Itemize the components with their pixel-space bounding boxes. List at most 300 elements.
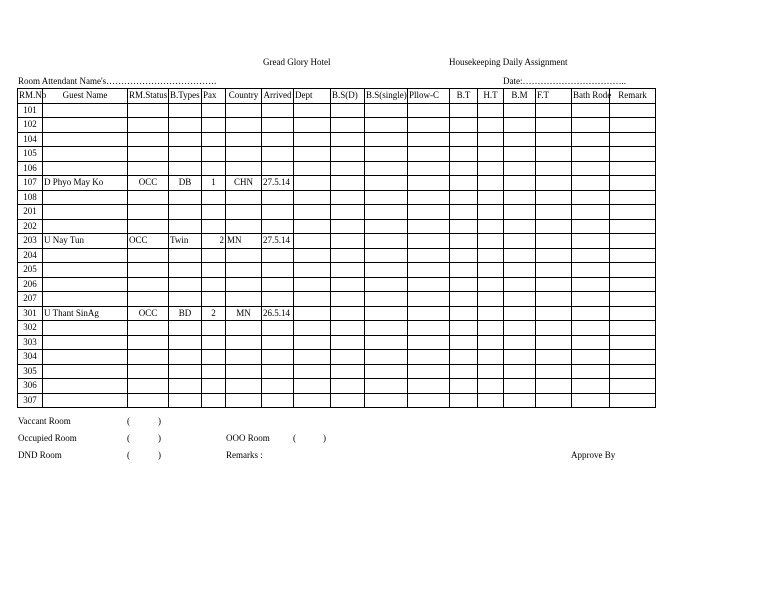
cell-country (226, 335, 262, 350)
column-header: B.S(D) (331, 89, 365, 104)
cell-btype (169, 379, 202, 394)
cell-empty (408, 103, 450, 118)
cell-empty (331, 248, 365, 263)
cell-empty (331, 132, 365, 147)
column-header: RM.Status (128, 89, 169, 104)
cell-status (128, 335, 169, 350)
dnd-paren-close: ) (158, 450, 161, 460)
cell-empty (478, 219, 504, 234)
cell-empty (536, 364, 572, 379)
cell-country (226, 190, 262, 205)
cell-country (226, 248, 262, 263)
cell-empty (504, 350, 536, 365)
cell-empty (365, 335, 408, 350)
cell-status (128, 190, 169, 205)
cell-empty (572, 219, 610, 234)
cell-empty (450, 118, 478, 133)
table-row (18, 219, 656, 234)
cell-country (226, 118, 262, 133)
table-row (18, 292, 656, 307)
cell-pax: 2 (202, 306, 226, 321)
column-header: Bath Rode (572, 89, 610, 104)
cell-empty (572, 393, 610, 408)
cell-arrived (262, 393, 294, 408)
cell-room: 207 (18, 292, 43, 307)
cell-empty (331, 219, 365, 234)
cell-empty (294, 219, 331, 234)
column-header: H.T (478, 89, 504, 104)
cell-empty (478, 118, 504, 133)
cell-empty (408, 132, 450, 147)
cell-empty (294, 234, 331, 249)
cell-guest (43, 161, 128, 176)
cell-empty (294, 103, 331, 118)
cell-pax (202, 190, 226, 205)
cell-pax (202, 248, 226, 263)
cell-empty (450, 263, 478, 278)
cell-empty (572, 118, 610, 133)
cell-empty (504, 335, 536, 350)
cell-empty (450, 292, 478, 307)
cell-empty (450, 306, 478, 321)
cell-guest (43, 205, 128, 220)
cell-room: 106 (18, 161, 43, 176)
cell-empty (294, 350, 331, 365)
cell-status (128, 132, 169, 147)
cell-empty (331, 364, 365, 379)
cell-empty (331, 292, 365, 307)
cell-room: 303 (18, 335, 43, 350)
cell-room: 101 (18, 103, 43, 118)
cell-empty (408, 364, 450, 379)
column-header: Country (226, 89, 262, 104)
cell-empty (572, 379, 610, 394)
cell-empty (610, 176, 656, 191)
cell-btype (169, 321, 202, 336)
cell-country: MN (226, 234, 262, 249)
cell-empty (408, 292, 450, 307)
cell-empty (536, 132, 572, 147)
cell-status (128, 219, 169, 234)
cell-pax (202, 118, 226, 133)
cell-empty (610, 306, 656, 321)
cell-empty (450, 379, 478, 394)
cell-empty (572, 321, 610, 336)
column-header: B.M (504, 89, 536, 104)
cell-empty (478, 190, 504, 205)
cell-room: 204 (18, 248, 43, 263)
table-row (18, 393, 656, 408)
cell-arrived (262, 147, 294, 162)
cell-empty (365, 132, 408, 147)
cell-room: 302 (18, 321, 43, 336)
cell-empty (504, 248, 536, 263)
column-header: F.T (536, 89, 572, 104)
cell-arrived (262, 335, 294, 350)
cell-empty (610, 350, 656, 365)
cell-empty (610, 393, 656, 408)
cell-empty (294, 118, 331, 133)
cell-empty (450, 132, 478, 147)
cell-arrived (262, 205, 294, 220)
cell-empty (331, 379, 365, 394)
cell-empty (294, 335, 331, 350)
cell-guest (43, 248, 128, 263)
cell-empty (331, 350, 365, 365)
cell-empty (572, 306, 610, 321)
cell-room: 201 (18, 205, 43, 220)
cell-btype (169, 147, 202, 162)
cell-guest (43, 277, 128, 292)
cell-empty (610, 248, 656, 263)
cell-btype (169, 263, 202, 278)
table-row (18, 350, 656, 365)
cell-empty (536, 161, 572, 176)
cell-empty (610, 292, 656, 307)
cell-empty (478, 335, 504, 350)
cell-empty (365, 147, 408, 162)
cell-empty (450, 234, 478, 249)
cell-empty (536, 248, 572, 263)
cell-empty (572, 335, 610, 350)
column-header: Remark (610, 89, 656, 104)
cell-empty (478, 321, 504, 336)
cell-empty (572, 176, 610, 191)
cell-empty (504, 103, 536, 118)
cell-empty (478, 364, 504, 379)
cell-empty (408, 176, 450, 191)
cell-empty (408, 219, 450, 234)
column-header: B.T (450, 89, 478, 104)
attendant-name-label: Room Attendant Name's………………………………. (18, 76, 217, 86)
cell-status (128, 118, 169, 133)
cell-empty (331, 176, 365, 191)
cell-empty (504, 161, 536, 176)
cell-empty (408, 147, 450, 162)
cell-pax (202, 147, 226, 162)
cell-empty (450, 277, 478, 292)
cell-empty (365, 277, 408, 292)
cell-empty (536, 103, 572, 118)
cell-arrived (262, 321, 294, 336)
cell-empty (408, 321, 450, 336)
cell-empty (536, 263, 572, 278)
cell-empty (365, 176, 408, 191)
table-row (18, 147, 656, 162)
cell-country (226, 277, 262, 292)
cell-btype: BD (169, 306, 202, 321)
cell-guest (43, 263, 128, 278)
cell-status (128, 103, 169, 118)
cell-empty (504, 364, 536, 379)
cell-country (226, 321, 262, 336)
column-header: Guest Name (43, 89, 128, 104)
cell-empty (536, 350, 572, 365)
cell-empty (504, 147, 536, 162)
cell-status (128, 277, 169, 292)
cell-guest (43, 364, 128, 379)
cell-empty (450, 190, 478, 205)
column-header: RM.No (18, 89, 43, 104)
cell-country (226, 219, 262, 234)
approve-by-label: Approve By (571, 450, 616, 460)
cell-empty (536, 118, 572, 133)
cell-guest (43, 335, 128, 350)
cell-empty (408, 335, 450, 350)
cell-empty (536, 176, 572, 191)
cell-empty (408, 161, 450, 176)
cell-empty (408, 205, 450, 220)
cell-empty (365, 393, 408, 408)
cell-empty (365, 205, 408, 220)
cell-guest (43, 147, 128, 162)
cell-pax (202, 161, 226, 176)
cell-arrived: 27.5.14 (262, 176, 294, 191)
cell-empty (478, 277, 504, 292)
cell-empty (536, 205, 572, 220)
cell-empty (331, 205, 365, 220)
occupied-paren-close: ) (158, 433, 161, 443)
cell-empty (536, 379, 572, 394)
cell-arrived (262, 190, 294, 205)
dnd-paren-open: ( (127, 450, 130, 460)
cell-empty (610, 190, 656, 205)
cell-empty (365, 161, 408, 176)
cell-country (226, 292, 262, 307)
table-row (18, 176, 656, 191)
cell-empty (331, 393, 365, 408)
table-row (18, 190, 656, 205)
cell-btype (169, 277, 202, 292)
cell-empty (478, 379, 504, 394)
vacant-paren-open: ( (127, 416, 130, 426)
cell-arrived (262, 292, 294, 307)
cell-btype (169, 103, 202, 118)
cell-btype (169, 364, 202, 379)
table-row (18, 379, 656, 394)
date-label: Date:…………………………….. (503, 76, 626, 86)
cell-empty (504, 205, 536, 220)
cell-guest (43, 219, 128, 234)
cell-empty (450, 248, 478, 263)
cell-btype (169, 118, 202, 133)
cell-empty (536, 190, 572, 205)
cell-empty (331, 277, 365, 292)
cell-empty (450, 176, 478, 191)
table-row (18, 118, 656, 133)
cell-country: CHN (226, 176, 262, 191)
dnd-room-label: DND Room (18, 450, 62, 460)
table-row (18, 132, 656, 147)
column-header: Pllow-C (408, 89, 450, 104)
document-title: Housekeeping Daily Assignment (449, 57, 568, 67)
cell-status (128, 321, 169, 336)
cell-empty (504, 132, 536, 147)
cell-pax (202, 335, 226, 350)
vacant-room-label: Vaccant Room (18, 416, 71, 426)
cell-empty (478, 205, 504, 220)
cell-empty (572, 205, 610, 220)
cell-empty (572, 364, 610, 379)
cell-empty (536, 393, 572, 408)
cell-empty (450, 103, 478, 118)
cell-empty (331, 321, 365, 336)
cell-btype (169, 292, 202, 307)
cell-empty (294, 364, 331, 379)
cell-empty (408, 306, 450, 321)
cell-arrived (262, 161, 294, 176)
cell-empty (450, 219, 478, 234)
cell-empty (504, 176, 536, 191)
cell-pax (202, 321, 226, 336)
cell-empty (610, 263, 656, 278)
table-row (18, 161, 656, 176)
cell-empty (294, 176, 331, 191)
cell-guest: D Phyo May Ko (43, 176, 128, 191)
cell-room: 107 (18, 176, 43, 191)
cell-empty (536, 321, 572, 336)
cell-empty (331, 263, 365, 278)
cell-pax (202, 292, 226, 307)
cell-empty (478, 176, 504, 191)
cell-empty (478, 263, 504, 278)
hotel-name: Gread Glory Hotel (263, 57, 331, 67)
cell-arrived (262, 132, 294, 147)
cell-empty (536, 335, 572, 350)
cell-guest: U Thant SinAg (43, 306, 128, 321)
cell-status: OCC (128, 306, 169, 321)
cell-btype (169, 161, 202, 176)
cell-empty (536, 219, 572, 234)
cell-guest (43, 393, 128, 408)
cell-status (128, 248, 169, 263)
cell-empty (504, 263, 536, 278)
table-row (18, 277, 656, 292)
cell-arrived (262, 103, 294, 118)
cell-empty (450, 350, 478, 365)
cell-empty (478, 103, 504, 118)
cell-empty (504, 234, 536, 249)
cell-arrived (262, 350, 294, 365)
cell-empty (365, 263, 408, 278)
cell-status (128, 350, 169, 365)
cell-arrived (262, 277, 294, 292)
cell-empty (504, 306, 536, 321)
cell-empty (504, 277, 536, 292)
cell-empty (294, 263, 331, 278)
cell-empty (408, 379, 450, 394)
cell-country (226, 161, 262, 176)
cell-country (226, 103, 262, 118)
cell-status (128, 364, 169, 379)
cell-empty (536, 306, 572, 321)
cell-empty (450, 205, 478, 220)
cell-guest (43, 379, 128, 394)
cell-btype: Twin (169, 234, 202, 249)
cell-empty (365, 248, 408, 263)
cell-room: 108 (18, 190, 43, 205)
vacant-paren-close: ) (158, 416, 161, 426)
cell-country: MN (226, 306, 262, 321)
cell-empty (572, 248, 610, 263)
ooo-paren-close: ) (323, 433, 326, 443)
cell-empty (478, 248, 504, 263)
cell-empty (365, 350, 408, 365)
cell-room: 105 (18, 147, 43, 162)
cell-empty (450, 335, 478, 350)
cell-empty (294, 306, 331, 321)
cell-arrived (262, 263, 294, 278)
cell-status (128, 147, 169, 162)
table-row (18, 234, 656, 249)
cell-empty (450, 147, 478, 162)
cell-empty (294, 190, 331, 205)
cell-empty (536, 292, 572, 307)
cell-room: 202 (18, 219, 43, 234)
cell-pax: 2 (202, 234, 226, 249)
cell-empty (331, 147, 365, 162)
cell-pax (202, 219, 226, 234)
cell-btype (169, 248, 202, 263)
occupied-paren-open: ( (127, 433, 130, 443)
cell-btype (169, 350, 202, 365)
cell-empty (331, 103, 365, 118)
cell-room: 306 (18, 379, 43, 394)
cell-empty (408, 263, 450, 278)
cell-guest (43, 132, 128, 147)
cell-country (226, 147, 262, 162)
table-row (18, 263, 656, 278)
cell-status: OCC (128, 234, 169, 249)
cell-btype (169, 393, 202, 408)
cell-country (226, 379, 262, 394)
cell-guest (43, 118, 128, 133)
cell-status (128, 379, 169, 394)
cell-empty (572, 292, 610, 307)
cell-status (128, 292, 169, 307)
cell-empty (504, 379, 536, 394)
cell-country (226, 205, 262, 220)
cell-empty (408, 248, 450, 263)
cell-guest (43, 321, 128, 336)
cell-empty (294, 292, 331, 307)
cell-room: 301 (18, 306, 43, 321)
cell-empty (294, 393, 331, 408)
cell-empty (478, 393, 504, 408)
cell-empty (365, 190, 408, 205)
cell-pax (202, 205, 226, 220)
cell-empty (536, 234, 572, 249)
cell-room: 102 (18, 118, 43, 133)
cell-empty (536, 277, 572, 292)
cell-empty (504, 393, 536, 408)
cell-empty (294, 321, 331, 336)
cell-btype: DB (169, 176, 202, 191)
table-row (18, 335, 656, 350)
cell-empty (365, 306, 408, 321)
cell-country (226, 350, 262, 365)
cell-arrived (262, 118, 294, 133)
cell-status (128, 161, 169, 176)
cell-pax (202, 103, 226, 118)
cell-room: 104 (18, 132, 43, 147)
cell-empty (478, 161, 504, 176)
cell-empty (572, 147, 610, 162)
cell-status (128, 393, 169, 408)
cell-empty (294, 132, 331, 147)
cell-empty (610, 277, 656, 292)
cell-arrived: 26.5.14 (262, 306, 294, 321)
